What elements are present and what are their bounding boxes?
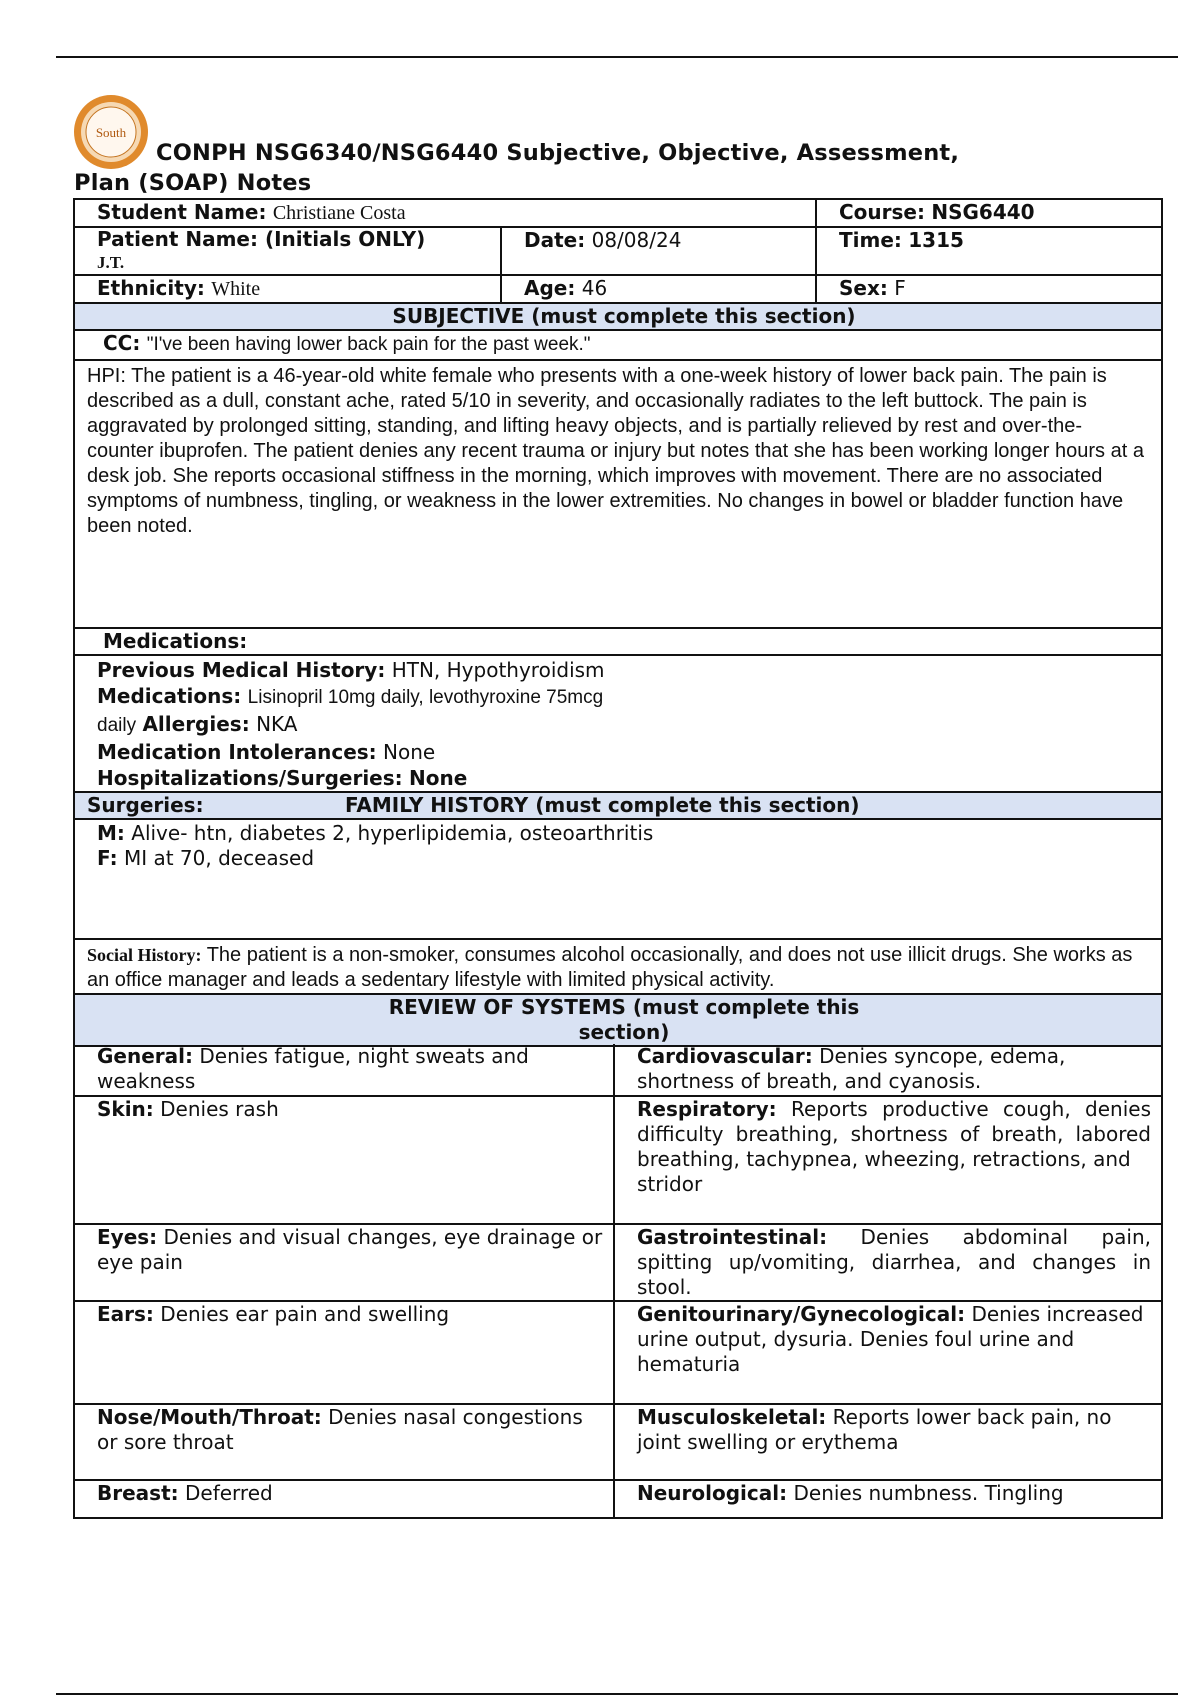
ros-gastrointestinal: Gastrointestinal: Denies abdominal pain, spitting up/vomiting, diarrhea, and changes in stool. <box>614 1224 1162 1301</box>
course-value: NSG6440 <box>931 200 1035 224</box>
demographics-row <box>74 275 1162 303</box>
ros-nose-mouth-throat: Nose/Mouth/Throat: Denies nasal congestions or sore throat <box>74 1404 614 1480</box>
family-history-title: FAMILY HISTORY (must complete this section) <box>345 793 860 817</box>
ros-general: General: Denies fatigue, night sweats and weakness <box>74 1044 614 1096</box>
course-cell: Course: NSG6440 <box>816 199 1162 227</box>
student-row <box>74 199 1162 227</box>
top-rule <box>56 56 1178 58</box>
time-cell: Time: 1315 <box>816 227 1162 275</box>
chief-complaint: CC: "I've been having lower back pain for the past week." <box>74 330 1162 360</box>
patient-initials: J.T. <box>97 253 125 272</box>
ros-ears: Ears: Denies ear pain and swelling <box>74 1301 614 1404</box>
date-cell: Date: 08/08/24 <box>501 227 816 275</box>
bottom-rule <box>56 1693 1178 1695</box>
chief-complaint-text: "I've been having lower back pain for the past week." <box>146 334 591 355</box>
sex-value: F <box>894 276 906 300</box>
svg-text:South: South <box>95 125 127 140</box>
ros-eyes: Eyes: Denies and visual changes, eye drainage or eye pain <box>74 1224 614 1301</box>
subjective-heading: SUBJECTIVE (must complete this section) <box>74 303 1162 330</box>
hpi-text: HPI: The patient is a 46-year-old white female who presents with a one-week history of lower back pain. The pain is described as a dull, constant ache, rated 5/10 in severity, and occasionally radiates to the left buttock. The pain is aggravated by prolonged sitting, standing, and lifting heavy objects, and is partially relieved by rest and over-the-counter ibuprofen. The patient denies any recent trauma or injury but notes that she has been working longer hours at a desk job. She reports occasional stiffness in the morning, which improves with movement. There are no associated symptoms of numbness, tingling, or weakness in the lower extremities. No changes in bowel or bladder function have been noted. <box>74 360 1162 628</box>
father-history: MI at 70, deceased <box>123 846 315 870</box>
pmh-value: HTN, Hypothyroidism <box>391 658 605 682</box>
intolerances-value: None <box>383 740 436 764</box>
age-value: 46 <box>581 276 608 300</box>
ros-musculoskeletal: Musculoskeletal: Reports lower back pain, no joint swelling or erythema <box>614 1404 1162 1480</box>
medications-heading: Medications: <box>74 628 1162 655</box>
student-name-cell: Student Name: Christiane Costa <box>74 199 816 227</box>
family-history: M: Alive- htn, diabetes 2, hyperlipidemia, osteoarthritis F: MI at 70, deceased <box>74 819 1162 939</box>
age-cell: Age: 46 <box>501 275 816 303</box>
ros-genitourinary: Genitourinary/Gynecological: Denies increased urine output, dysuria. Denies foul urine and hematuria <box>614 1301 1162 1404</box>
student-name: Christiane Costa <box>272 202 406 224</box>
ros-grid <box>73 1044 1163 1519</box>
sex-cell: Sex: F <box>816 275 1162 303</box>
ethnicity-cell: Ethnicity: White <box>74 275 501 303</box>
ros-neurological: Neurological: Denies numbness. Tingling <box>614 1480 1162 1518</box>
social-history-text: The patient is a non-smoker, consumes alcohol occasionally, and does not use illicit drugs. She works as an office manager and leads a sedentary lifestyle with limited physical activity. <box>87 944 1133 991</box>
patient-name-cell: Patient Name: (Initials ONLY) J.T. <box>74 227 501 275</box>
hospitalizations-value: None <box>409 766 468 790</box>
ros-skin: Skin: Denies rash <box>74 1096 614 1224</box>
medications-value: Lisinopril 10mg daily, levothyroxine 75mcg <box>247 687 604 708</box>
medication-history: Previous Medical History: HTN, Hypothyroidism Medications: Lisinopril 10mg daily, levothyroxine 75mcg daily Allergies: NKA Medication Intolerances: None Hospitalizations/Surgeries: None <box>74 655 1162 792</box>
family-history-heading <box>74 792 1162 819</box>
page-title: CONPH NSG6340/NSG6440 Subjective, Objective, Assessment, Plan (SOAP) Notes <box>74 140 960 196</box>
mother-history: Alive- htn, diabetes 2, hyperlipidemia, osteoarthritis <box>131 821 654 845</box>
surgeries-label: Surgeries: <box>87 793 204 817</box>
ethnicity-value: White <box>211 278 261 300</box>
patient-row <box>74 227 1162 275</box>
ros-cardiovascular: Cardiovascular: Denies syncope, edema, shortness of breath, and cyanosis. <box>614 1044 1162 1096</box>
ros-heading: REVIEW OF SYSTEMS (must complete this section) <box>74 994 1162 1046</box>
soap-form <box>73 198 1163 1047</box>
ros-breast: Breast: Deferred <box>74 1480 614 1518</box>
time-value: 1315 <box>908 228 964 252</box>
date-value: 08/08/24 <box>591 228 682 252</box>
allergies-value: NKA <box>256 712 298 736</box>
social-history: Social History: The patient is a non-smoker, consumes alcohol occasionally, and does not use illicit drugs. She works as an office manager and leads a sedentary lifestyle with limited physical activity. <box>74 939 1162 994</box>
ros-respiratory: Respiratory: Reports productive cough, denies difficulty breathing, shortness of breath, labored breathing, tachypnea, wheezing, retractions, and stridor <box>614 1096 1162 1224</box>
